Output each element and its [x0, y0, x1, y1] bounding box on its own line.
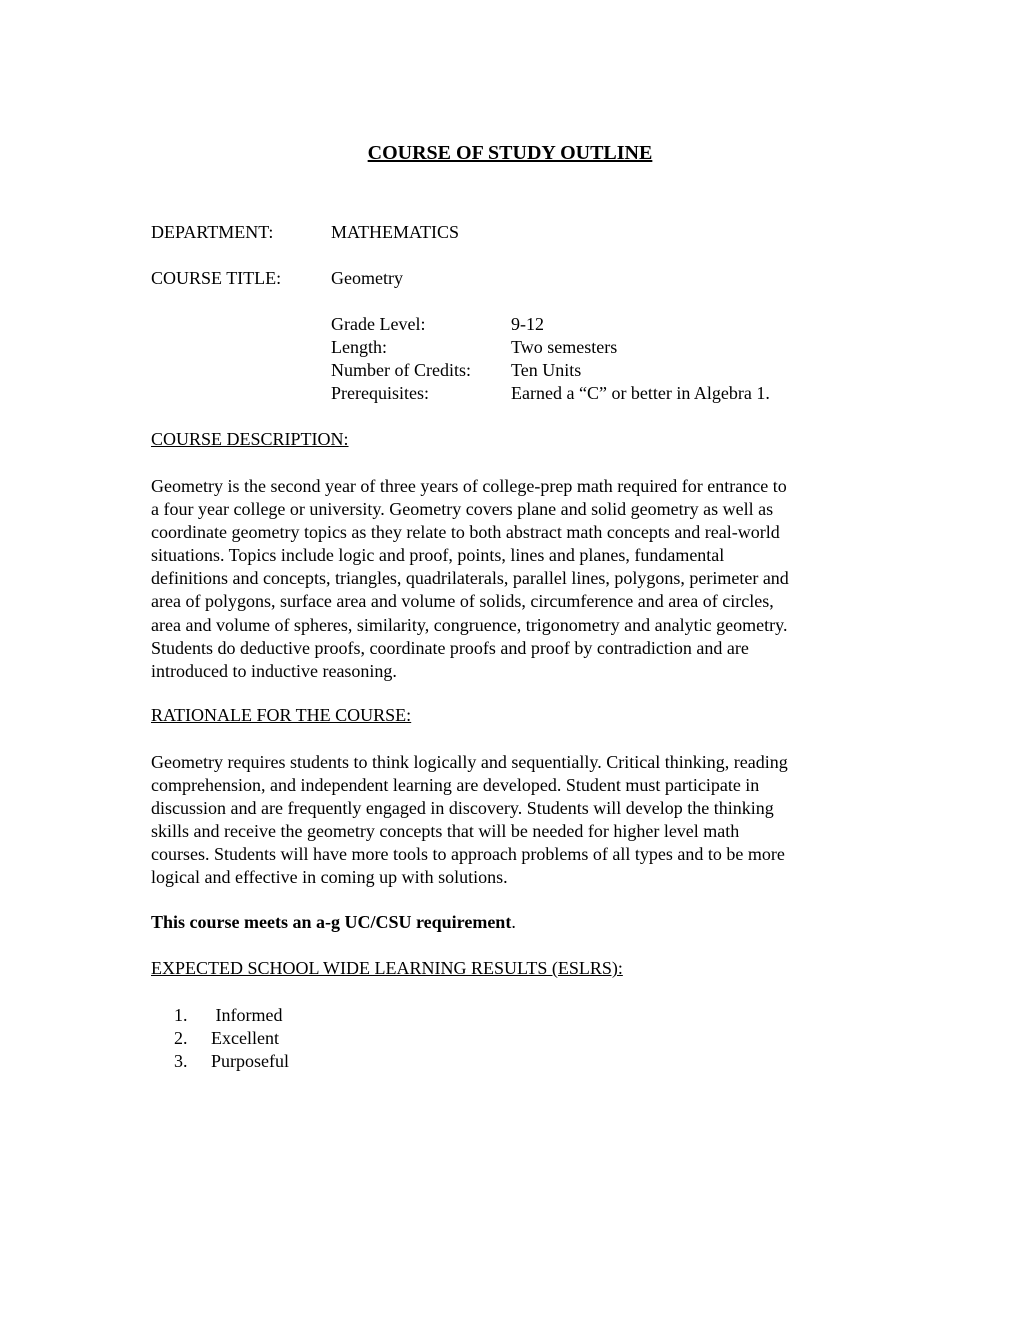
rationale-line: comprehension, and independent learning are developed. Student must participate in: [151, 775, 760, 796]
list-item-text: Excellent: [211, 1028, 279, 1048]
description-line: a four year college or university. Geometry covers plane and solid geometry as well as: [151, 499, 774, 520]
requirement-note: [151, 912, 516, 933]
list-item: [174, 1027, 289, 1050]
list-item-number: 1.: [174, 1005, 188, 1025]
length-value: Two semesters: [511, 337, 618, 357]
description-line: coordinate geometry topics as they relate to both abstract math concepts and real-world: [151, 522, 780, 543]
prerequisites-label: Prerequisites:: [331, 383, 429, 403]
credits-value: Ten Units: [511, 360, 582, 380]
length-label: Length:: [331, 337, 387, 357]
list-item: [174, 1004, 289, 1027]
credits-label: Number of Credits:: [331, 360, 471, 380]
list-item-text: Informed: [211, 1005, 283, 1025]
list-item-number: 2.: [174, 1028, 188, 1048]
rationale-line: courses. Students will have more tools to approach problems of all types and to be more: [151, 844, 785, 865]
course-title-label: COURSE TITLE:: [151, 268, 282, 288]
rationale-heading: RATIONALE FOR THE COURSE:: [151, 705, 412, 725]
department-value: MATHEMATICS: [331, 222, 460, 242]
department-row: [151, 222, 459, 243]
description-line: Geometry is the second year of three years of college-prep math required for entrance to: [151, 476, 787, 496]
course-description-heading: COURSE DESCRIPTION:: [151, 429, 349, 449]
description-line: Students do deductive proofs, coordinate proofs and proof by contradiction and are: [151, 637, 749, 658]
rationale-line: discussion and are frequently engaged in discovery. Students will develop the thinking: [151, 798, 774, 819]
description-line: definitions and concepts, triangles, quadrilaterals, parallel lines, polygons, perimeter and: [151, 568, 789, 589]
course-description-text: [151, 475, 871, 683]
list-item: [174, 1050, 289, 1073]
description-line: area of polygons, surface area and volume of solids, circumference and area of circles,: [151, 591, 774, 612]
course-title-value: Geometry: [331, 268, 403, 288]
rationale-text: [151, 751, 871, 890]
department-label: DEPARTMENT:: [151, 222, 274, 242]
description-line: situations. Topics include logic and proof, points, lines and planes, fundamental: [151, 545, 725, 566]
description-line: introduced to inductive reasoning.: [151, 660, 397, 681]
rationale-line: skills and receive the geometry concepts that will be needed for higher level math: [151, 821, 740, 842]
prerequisites-value: Earned a “C” or better in Algebra 1.: [511, 383, 770, 403]
grade-level-label: Grade Level:: [331, 314, 426, 334]
grade-level-value: 9-12: [511, 314, 544, 334]
list-item-text: Purposeful: [211, 1051, 289, 1071]
list-item-number: 3.: [174, 1051, 188, 1071]
description-line: area and volume of spheres, similarity, congruence, trigonometry and analytic geometry.: [151, 614, 788, 635]
page-title: COURSE OF STUDY OUTLINE: [367, 142, 653, 164]
course-title-row: [151, 268, 403, 289]
eslrs-list: [174, 1004, 289, 1073]
rationale-line: Geometry requires students to think logically and sequentially. Critical thinking, reading: [151, 752, 788, 772]
requirement-note-tail: .: [511, 912, 516, 932]
rationale-line: logical and effective in coming up with solutions.: [151, 867, 508, 888]
eslrs-heading: EXPECTED SCHOOL WIDE LEARNING RESULTS (ESLRS):: [151, 958, 623, 978]
requirement-note-bold: This course meets an a-g UC/CSU requirement: [151, 912, 512, 932]
